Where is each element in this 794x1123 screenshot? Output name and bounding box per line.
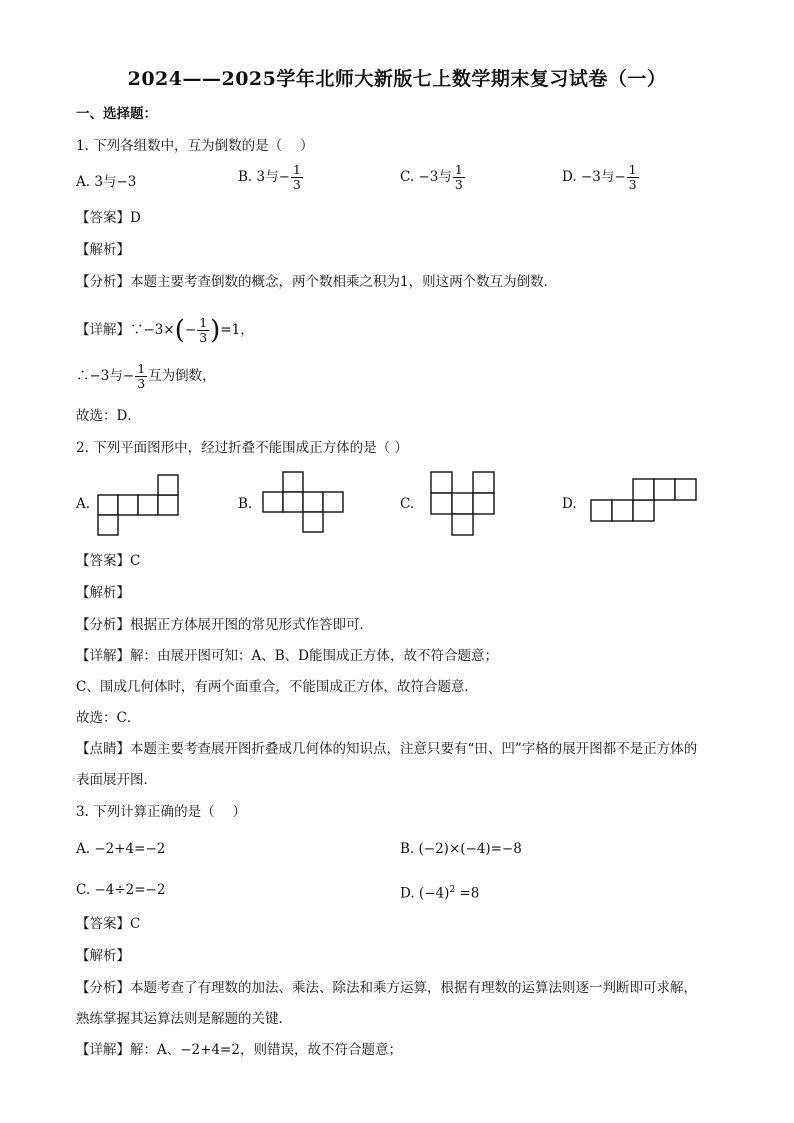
q2-net-a <box>97 473 181 537</box>
q2-detail2: C、围成几何体时，有两个面重合，不能围成正方体，故符合题意． <box>76 679 478 695</box>
q1-detail-fraction <box>197 316 209 345</box>
q2-stem: 2. 下列平面图形中，经过折叠不能围成正方体的是（ ） <box>76 440 408 456</box>
q2-net-c <box>430 471 496 537</box>
q1-therefore-suffix: 互为倒数， <box>148 368 216 384</box>
right-paren: ) <box>210 315 221 346</box>
q3-option-c: C. −4÷2=−2 <box>76 882 166 898</box>
q1-option-b-fraction <box>291 163 303 192</box>
q1-detail-prefix: 【详解】∵−3× <box>76 322 175 338</box>
q3-fenxi-line2: 熟练掌握其运算法则是解题的关键． <box>76 1011 292 1027</box>
q1-option-c-prefix: C. −3与 <box>400 169 452 185</box>
q1-stem: 1. 下列各组数中，互为倒数的是（ ） <box>76 138 314 154</box>
q3-option-b: B. (−2)×(−4)=−8 <box>400 841 522 857</box>
q3-option-d <box>400 880 479 904</box>
q2-label-a: A. <box>76 496 91 512</box>
fraction-denominator: 3 <box>628 177 637 192</box>
q2-answer: 【答案】C <box>76 553 141 569</box>
fraction-denominator: 3 <box>454 177 463 192</box>
left-paren: ( <box>174 315 185 346</box>
fraction-denominator: 3 <box>137 376 146 391</box>
fraction-numerator: 1 <box>137 361 146 376</box>
q2-net-b <box>262 470 346 534</box>
q1-option-d <box>562 163 640 192</box>
q1-fenxi: 【分析】本题主要考查倒数的概念，两个数相乘之积为1，则这两个数互为倒数． <box>76 274 558 290</box>
fraction-numerator: 1 <box>199 315 208 330</box>
fraction-denominator: 3 <box>199 330 208 345</box>
q2-dianjing-line1: 【点睛】本题主要考查展开图折叠成几何体的知识点，注意只要有“田、凹”字格的展开图都不是正方体的 <box>76 741 698 757</box>
q3-analysis-label: 【解析】 <box>76 948 130 964</box>
q3-fenxi-line1: 【分析】本题考查了有理数的加法、乘法、除法和乘方运算，根据有理数的运算法则逐一判断即可求解， <box>76 980 697 996</box>
q1-detail <box>76 316 254 345</box>
q1-option-b <box>238 163 304 192</box>
q3-option-d-suffix: =8 <box>455 885 480 902</box>
fraction-numerator: 1 <box>292 162 301 177</box>
q2-dianjing-line2: 表面展开图． <box>76 772 157 788</box>
page-title: 2024——2025学年北师大新版七上数学期末复习试卷（一） <box>127 68 667 90</box>
q1-choose: 故选：D． <box>76 408 141 424</box>
q2-detail: 【详解】解：由展开图可知：A、B、D能围成正方体，故不符合题意； <box>76 648 498 664</box>
fraction-numerator: 1 <box>628 162 637 177</box>
q1-therefore <box>76 362 216 391</box>
q2-fenxi: 【分析】根据正方体展开图的常见形式作答即可． <box>76 617 373 633</box>
q1-therefore-prefix: ∴−3与− <box>76 368 135 384</box>
q2-choose: 故选：C． <box>76 710 141 726</box>
q1-detail-minus: − <box>184 322 197 338</box>
q1-option-c <box>400 163 466 192</box>
q3-option-d-prefix: D. (−4) <box>400 885 450 902</box>
fraction-denominator: 3 <box>292 177 301 192</box>
q1-option-c-fraction <box>453 163 465 192</box>
q3-answer: 【答案】C <box>76 916 141 932</box>
q1-detail-suffix: =1， <box>220 322 254 338</box>
q3-option-a: A. −2+4=−2 <box>76 841 166 857</box>
q2-net-d <box>590 478 698 524</box>
q3-stem: 3. 下列计算正确的是（ ） <box>76 804 246 820</box>
q2-label-c: C. <box>400 496 415 512</box>
q2-analysis-label: 【解析】 <box>76 585 130 601</box>
q3-detail: 【详解】解：A、−2+4=2，则错误，故不符合题意； <box>76 1042 402 1058</box>
q1-option-a: A. 3与−3 <box>76 174 137 190</box>
q1-answer: 【答案】D <box>76 210 141 226</box>
q1-analysis-label: 【解析】 <box>76 242 130 258</box>
q1-option-b-prefix: B. 3与− <box>238 169 290 185</box>
fraction-numerator: 1 <box>454 162 463 177</box>
q2-label-d: D. <box>562 496 577 512</box>
q1-therefore-fraction <box>135 362 147 391</box>
section-heading: 一、选择题： <box>76 106 157 122</box>
q1-option-d-fraction <box>627 163 639 192</box>
q2-label-b: B. <box>238 496 253 512</box>
q1-option-d-prefix: D. −3与− <box>562 169 626 185</box>
q3-option-d-exponent: 2 <box>449 885 456 895</box>
